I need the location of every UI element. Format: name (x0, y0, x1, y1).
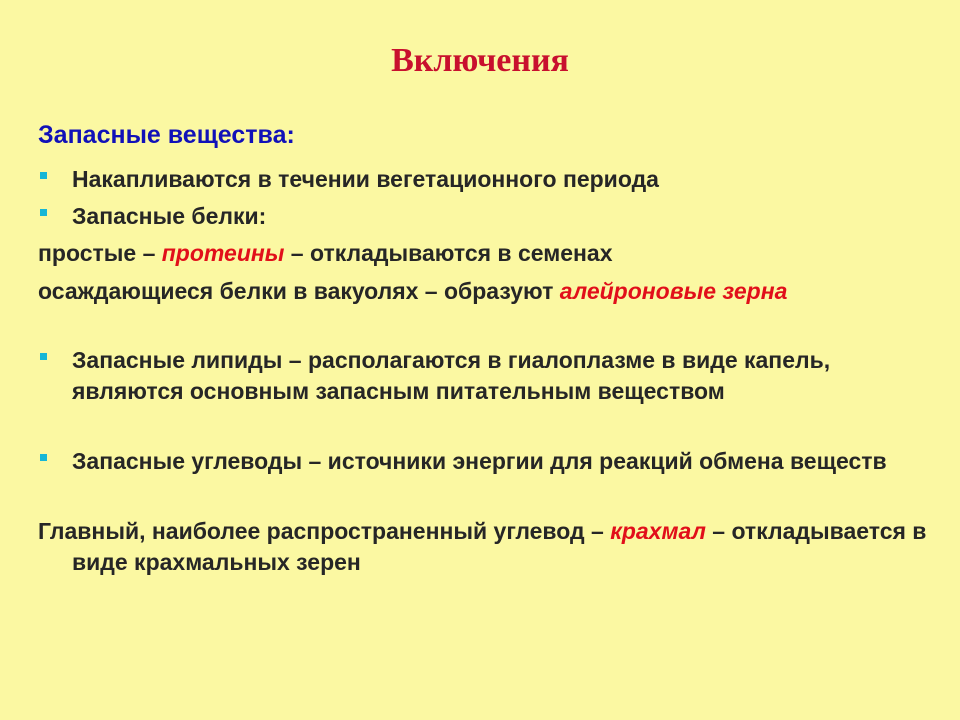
line-text-after: – откладывается в виде крахмальных зерен (72, 518, 927, 575)
accent-term-proteins: протеины (161, 240, 285, 266)
line-precipitating-proteins (38, 276, 942, 307)
bullet-text: Накапливаются в течении вегетационного периода (72, 166, 659, 192)
bullet-text: Запасные углеводы – источники энергии для реакций обмена веществ (72, 448, 887, 474)
square-bullet-icon (38, 201, 72, 232)
bullet-item-carbohydrates (38, 446, 898, 477)
bullet-item-lipids (38, 345, 898, 407)
square-bullet-icon (38, 164, 72, 195)
line-text-before: простые – (38, 240, 162, 266)
line-main-carbohydrate (38, 516, 942, 578)
slide-title: Включения (391, 42, 569, 79)
slide-subtitle: Запасные вещества: (38, 121, 295, 149)
line-text-before: осаждающиеся белки в вакуолях – образуют (38, 278, 560, 304)
square-bullet-icon (38, 446, 72, 477)
line-simple-proteins (38, 238, 908, 269)
bullet-text: Запасные липиды – располагаются в гиалоплазме в виде капель, являются основным запасным питательным веществом (72, 347, 831, 404)
bullet-text: Запасные белки: (72, 203, 267, 229)
bullet-item-proteins (38, 201, 898, 232)
line-text-before: Главный, наиболее распространенный углевод – (38, 518, 611, 544)
accent-term-aleurone: алейроновые зерна (559, 278, 788, 304)
bullet-item-accumulate (38, 164, 898, 195)
square-bullet-icon (38, 345, 72, 376)
accent-term-starch: крахмал (610, 518, 706, 544)
line-text-after: – откладываются в семенах (284, 240, 613, 266)
